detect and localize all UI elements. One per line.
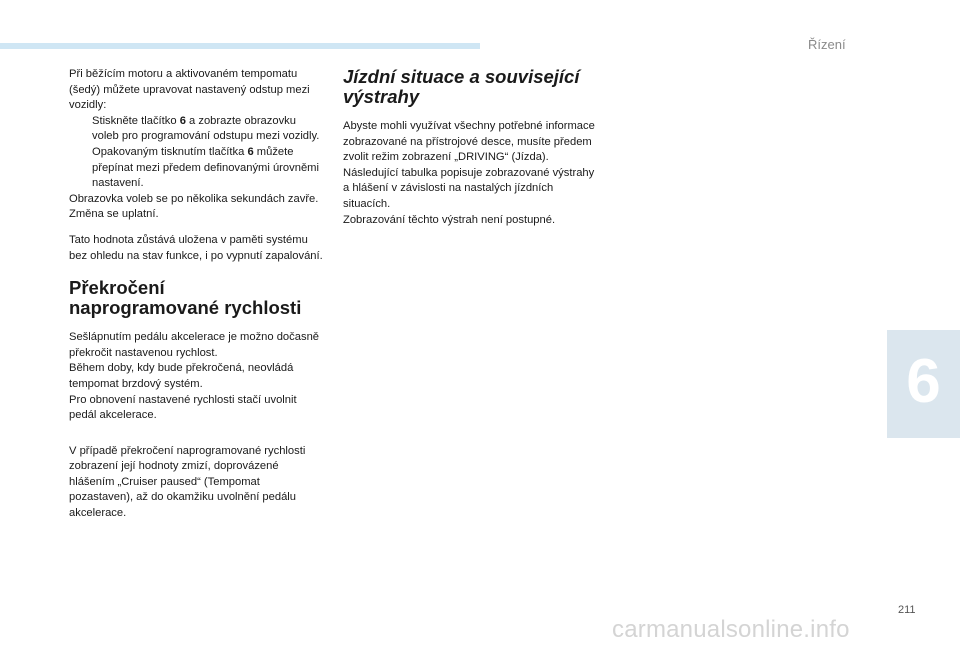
paragraph: Změna se uplatní. [69,208,159,221]
section-title: Řízení [808,37,846,52]
paragraph: Pro obnovení nastavené rychlosti stačí uvolnit pedál akcelerace. [69,393,297,422]
paragraph: Následující tabulka popisuje zobrazované výstrahy a hlášení v závislosti na nastalých jízdních situacích. [343,166,595,210]
chapter-tab [887,330,960,438]
bullet-text: Stiskněte tlačítko [92,114,180,127]
heading-line: Překročení [69,277,165,299]
heading-line: naprogramované rychlosti [69,297,302,319]
button-number: 6 [179,114,186,127]
paragraph: Během doby, kdy bude překročená, neovládá tempomat brzdový systém. [69,362,294,390]
chapter-number: 6 [906,347,941,416]
page-number: 211 [898,604,916,616]
bullet-text: a zobrazte obrazovku voleb pro programování odstupu mezi vozidly. [92,114,320,143]
intro-paragraph: Při běžícím motoru a aktivovaném tempomatu (šedý) můžete upravovat nastavený odstup mezi vozidly: [69,68,310,112]
watermark: carmanualsonline.info [612,616,850,643]
heading-line: Jízdní situace a související [343,66,580,87]
heading-line: výstrahy [343,86,420,107]
bullet-text: Opakovaným tisknutím tlačítka [92,145,248,158]
section-heading [343,67,598,107]
list-item [69,114,324,145]
list-item [69,145,324,192]
paragraph: Abyste mohli využívat všechny potřebné informace zobrazované na přístrojové desce, musíte předem zvolit režim zobrazení „DRIVING“ (Jízda). [343,120,595,164]
section-heading [69,278,324,318]
left-column [69,67,324,522]
bullet-text: můžete přepínat mezi předem definovanými úrovněmi nastavení. [92,145,319,190]
paragraph: Obrazovka voleb se po několika sekundách zavře. [69,192,319,205]
right-column [343,67,598,228]
button-number: 6 [247,145,254,158]
paragraph: Zobrazování těchto výstrah není postupné. [343,213,556,226]
header-accent-bar [0,43,480,49]
paragraph: Sešlápnutím pedálu akcelerace je možno dočasně překročit nastavenou rychlost. [69,331,320,359]
paragraph: Tato hodnota zůstává uložena v paměti systému bez ohledu na stav funkce, i po vypnutí zapalování. [69,233,323,262]
paragraph: V případě překročení naprogramované rychlosti zobrazení její hodnoty zmizí, doprovázené hlášením „Cruiser paused“ (Tempomat pozastaven), až do okamžiku uvolnění pedálu akcelerace. [69,444,306,520]
